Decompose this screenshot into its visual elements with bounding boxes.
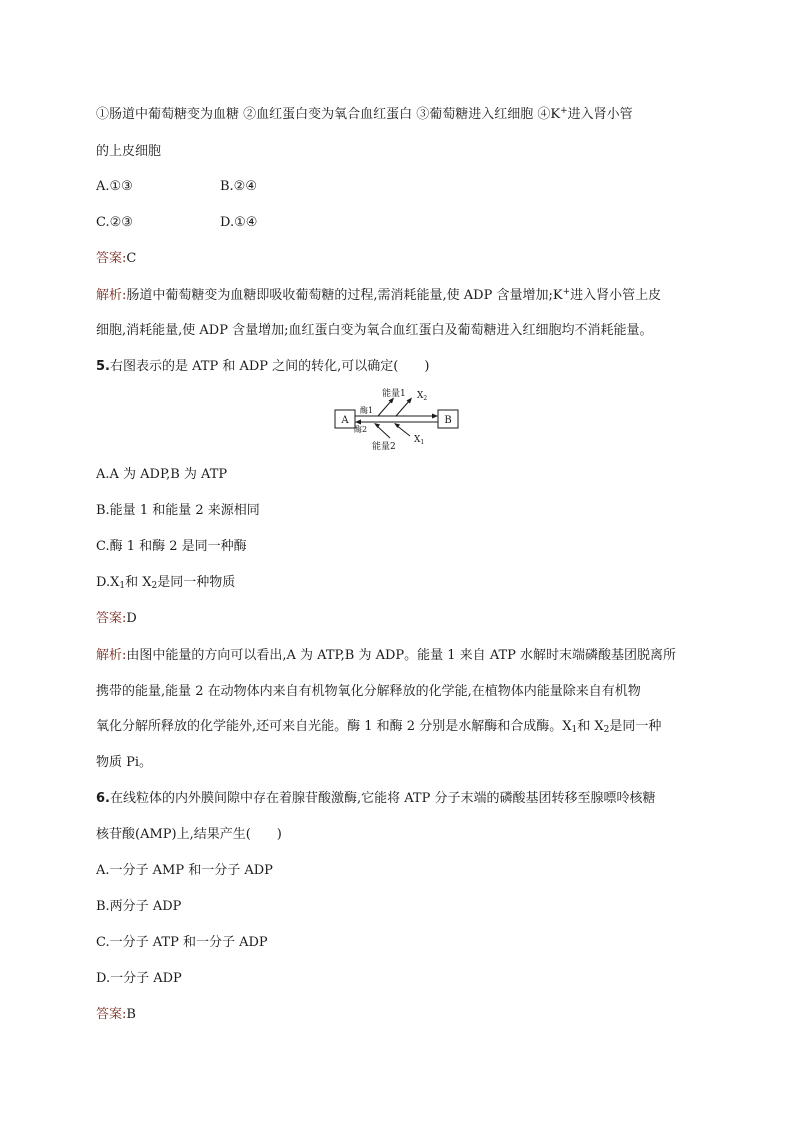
q5-answer bbox=[96, 610, 706, 628]
q6-number: 6. bbox=[96, 791, 110, 806]
q5-analysis-line-4: 物质 Pi。 bbox=[96, 755, 153, 770]
q6-option-d: D.一分子 ADP bbox=[96, 971, 182, 986]
q5-stem-text: 右图表示的是 ATP 和 ADP 之间的转化,可以确定( ) bbox=[109, 359, 430, 374]
q6-stem-text-1: 在线粒体的内外膜间隙中存在着腺苷酸激酶,它能将 ATP 分子末端的磷酸基团转移至腺嘌呤核糖 bbox=[109, 791, 656, 806]
q5-analysis-text-1: 由图中能量的方向可以看出,A 为 ATP,B 为 ADP。能量 1 来自 ATP 水解时末端磷酸基团脱离所 bbox=[126, 648, 677, 663]
q4-analysis-label: 解析: bbox=[96, 288, 127, 303]
q5-option-c: C.酶 1 和酶 2 是同一种酶 bbox=[96, 539, 247, 554]
q5-number: 5. bbox=[96, 359, 110, 374]
q4-analysis-line-2: 细胞,消耗能量,使 ADP 含量增加;血红蛋白变为氧合血红蛋白及葡萄糖进入红细胞均不消耗能量。 bbox=[96, 323, 653, 338]
q5-analysis-line-1 bbox=[96, 647, 706, 665]
q5-option-a: A.A 为 ADP,B 为 ATP bbox=[96, 467, 228, 482]
box-a-label: A bbox=[341, 415, 349, 426]
q4-option-c: C.②③ bbox=[96, 215, 133, 230]
q4-items-text: ①肠道中葡萄糖变为血糖 ②血红蛋白变为氧合血红蛋白 ③葡萄糖进入红细胞 ④K bbox=[96, 107, 561, 122]
q4-answer-label: 答案: bbox=[96, 251, 127, 266]
box-b-label: B bbox=[444, 415, 452, 426]
q4-options-row-2 bbox=[96, 214, 706, 232]
energy2-label: 能量2 bbox=[372, 442, 396, 452]
q6-answer-value: B bbox=[126, 1007, 136, 1022]
q4-analysis-text-a: 肠道中葡萄糖变为血糖即吸收葡萄糖的过程,需消耗能量,使 ADP 含量增加;K bbox=[126, 288, 563, 303]
q5-stem bbox=[96, 358, 706, 376]
q4-items-line-1 bbox=[96, 106, 706, 124]
x2-arrow bbox=[396, 400, 410, 416]
q4-option-b: B.②④ bbox=[220, 179, 257, 194]
x2-label: $X_2$ bbox=[417, 391, 428, 402]
q6-answer-label: 答案: bbox=[96, 1007, 127, 1022]
atp-adp-diagram bbox=[330, 384, 465, 454]
q4-answer-value: C bbox=[126, 251, 137, 266]
q4-analysis-text-b: 进入肾小管上皮 bbox=[570, 288, 662, 303]
arrow-reverse-head bbox=[355, 420, 361, 425]
enzyme1-label: 酶1 bbox=[360, 406, 374, 415]
q6-option-c: C.一分子 ATP 和一分子 ADP bbox=[96, 935, 268, 950]
q6-option-b: B.两分子 ADP bbox=[96, 899, 182, 914]
q6-answer bbox=[96, 1006, 706, 1024]
q6-stem-line-2: 核苷酸(AMP)上,结果产生( ) bbox=[96, 827, 282, 842]
q5-answer-label: 答案: bbox=[96, 611, 127, 626]
q4-analysis-line-1 bbox=[96, 287, 706, 305]
q4-option-a: A.①③ bbox=[96, 179, 133, 194]
q4-options-row-1 bbox=[96, 178, 706, 196]
x1-label: $X_1$ bbox=[414, 435, 425, 446]
q4-items-line-2: 的上皮细胞 bbox=[96, 144, 162, 159]
q5-option-b: B.能量 1 和能量 2 来源相同 bbox=[96, 503, 260, 518]
q4-items-sup: + bbox=[560, 106, 568, 116]
arrow-forward-head bbox=[432, 414, 438, 419]
q4-option-d: D.①④ bbox=[220, 215, 258, 230]
q6-stem-line-1 bbox=[96, 790, 706, 808]
q4-analysis-sup: + bbox=[562, 287, 571, 297]
q5-analysis-label: 解析: bbox=[96, 648, 127, 663]
q5-analysis-line-2: 携带的能量,能量 2 在动物体内来自有机物氧化分解释放的化学能,在植物体内能量除来自有机物 bbox=[96, 684, 641, 699]
enzyme2-label: 酶2 bbox=[354, 425, 368, 434]
q6-option-a: A.一分子 AMP 和一分子 ADP bbox=[96, 863, 273, 878]
q5-option-d: $D.X_1$和 $X_2$是同一种物质 bbox=[96, 575, 236, 591]
q5-analysis-line-3: 氧化分解所释放的化学能外,还可来自光能。酶 1 和酶 2 分别是水解酶和合成酶。$X_1$和 $X_2$是同一种 bbox=[96, 719, 662, 735]
energy1-label: 能量1 bbox=[382, 389, 406, 399]
q4-answer bbox=[96, 250, 706, 268]
energy1-arrow bbox=[378, 400, 392, 416]
q5-answer-value: D bbox=[126, 611, 137, 626]
q4-items-tail: 进入肾小管 bbox=[567, 107, 633, 122]
